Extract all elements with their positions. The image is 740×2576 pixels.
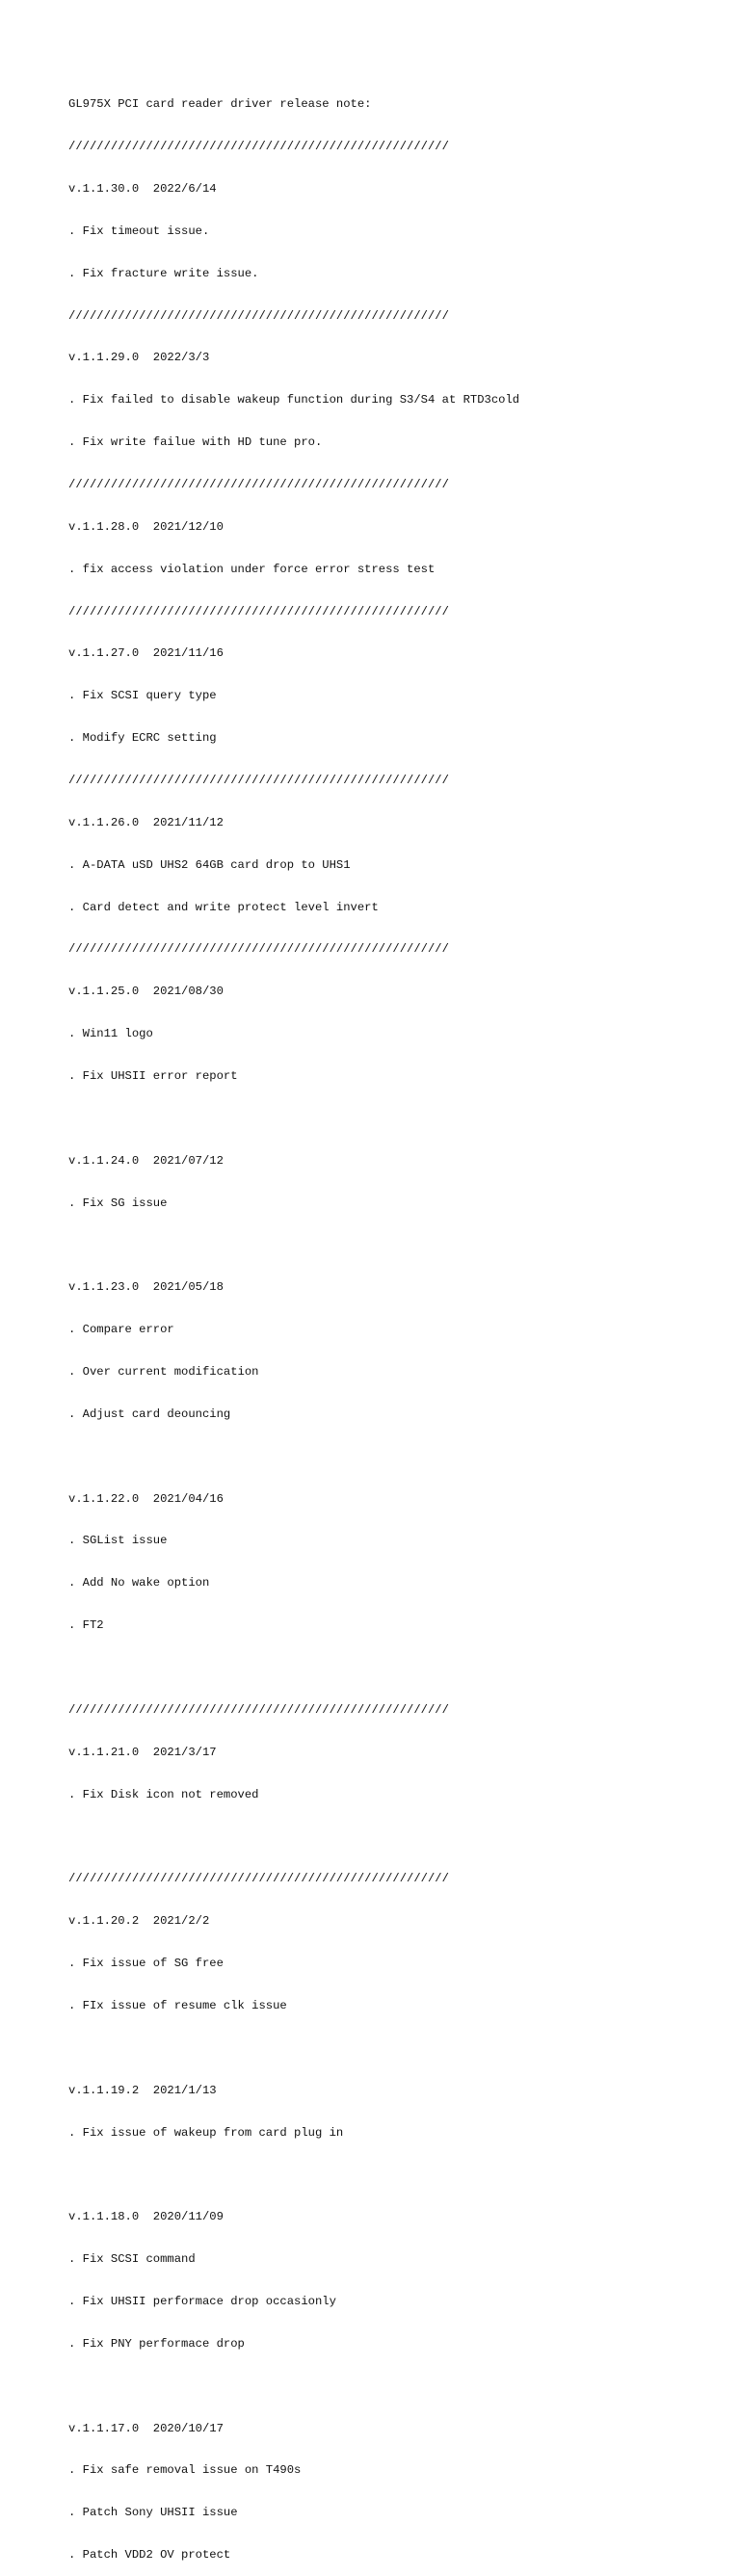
- separator-line: //////////////////////////////////////////////////////: [68, 1702, 449, 1717]
- version-heading: v.1.1.20.2 2021/2/2: [68, 1914, 210, 1929]
- change-item: . Fix write failue with HD tune pro.: [68, 435, 323, 450]
- version-heading: v.1.1.22.0 2021/04/16: [68, 1491, 224, 1506]
- version-heading: v.1.1.28.0 2021/12/10: [68, 519, 224, 534]
- change-item: . A-DATA uSD UHS2 64GB card drop to UHS1: [68, 857, 351, 872]
- change-item: . Card detect and write protect level invert: [68, 900, 379, 914]
- blank-line: [68, 2168, 730, 2182]
- version-heading: v.1.1.30.0 2022/6/14: [68, 181, 217, 196]
- change-item: . fix access violation under force error stress test: [68, 562, 436, 576]
- version-heading: v.1.1.21.0 2021/3/17: [68, 1745, 217, 1759]
- version-heading: v.1.1.25.0 2021/08/30: [68, 985, 224, 999]
- blank-line: [68, 1661, 730, 1675]
- change-item: . Patch VDD2 OV protect: [68, 2548, 231, 2563]
- change-item: . Adjust card deouncing: [68, 1406, 231, 1421]
- change-item: . Fix issue of SG free: [68, 1957, 224, 1971]
- change-item: . Fix SG issue: [68, 1196, 168, 1210]
- separator-line: //////////////////////////////////////////////////////: [68, 308, 449, 323]
- change-item: . Fix PNY performace drop: [68, 2336, 245, 2351]
- change-item: . Fix fracture write issue.: [68, 266, 259, 280]
- change-item: . Fix safe removal issue on T490s: [68, 2463, 302, 2478]
- release-note-document: [68, 69, 730, 2576]
- version-heading: v.1.1.23.0 2021/05/18: [68, 1280, 224, 1295]
- separator-line: //////////////////////////////////////////////////////: [68, 604, 449, 618]
- blank-line: [68, 2041, 730, 2056]
- version-heading: v.1.1.19.2 2021/1/13: [68, 2083, 217, 2097]
- change-item: . Fix SCSI query type: [68, 689, 217, 703]
- version-heading: v.1.1.26.0 2021/11/12: [68, 815, 224, 829]
- change-item: . FIx issue of resume clk issue: [68, 1998, 287, 2012]
- change-item: . Patch Sony UHSII issue: [68, 2506, 238, 2520]
- change-item: . Fix issue of wakeup from card plug in: [68, 2125, 344, 2140]
- blank-line: [68, 1112, 730, 1126]
- separator-line: //////////////////////////////////////////////////////: [68, 1872, 449, 1886]
- version-heading: v.1.1.29.0 2022/3/3: [68, 351, 210, 365]
- separator-line: //////////////////////////////////////////////////////: [68, 942, 449, 957]
- change-item: . Fix UHSII error report: [68, 1069, 238, 1084]
- change-item: . Fix Disk icon not removed: [68, 1787, 259, 1801]
- change-item: . Fix timeout issue.: [68, 223, 210, 238]
- document-title: GL975X PCI card reader driver release note:: [68, 97, 372, 112]
- version-heading: v.1.1.17.0 2020/10/17: [68, 2421, 224, 2435]
- change-item: . Modify ECRC setting: [68, 731, 217, 746]
- separator-line: //////////////////////////////////////////////////////: [68, 140, 449, 154]
- blank-line: [68, 1238, 730, 1252]
- change-item: . Win11 logo: [68, 1027, 153, 1041]
- blank-line: [68, 1829, 730, 1844]
- change-item: . Fix failed to disable wakeup function during S3/S4 at RTD3cold: [68, 393, 520, 407]
- change-item: . Add No wake option: [68, 1576, 210, 1590]
- blank-line: [68, 1450, 730, 1464]
- separator-line: //////////////////////////////////////////////////////: [68, 477, 449, 491]
- version-heading: v.1.1.24.0 2021/07/12: [68, 1153, 224, 1168]
- version-heading: v.1.1.18.0 2020/11/09: [68, 2210, 224, 2224]
- change-item: . Fix SCSI command: [68, 2252, 196, 2267]
- change-item: . Fix UHSII performace drop occasionly: [68, 2294, 336, 2308]
- change-item: . Compare error: [68, 1323, 174, 1337]
- version-heading: v.1.1.27.0 2021/11/16: [68, 646, 224, 661]
- separator-line: //////////////////////////////////////////////////////: [68, 774, 449, 787]
- change-item: . SGList issue: [68, 1534, 168, 1548]
- blank-line: [68, 2379, 730, 2394]
- change-item: . FT2: [68, 1618, 104, 1633]
- change-item: . Over current modification: [68, 1365, 259, 1380]
